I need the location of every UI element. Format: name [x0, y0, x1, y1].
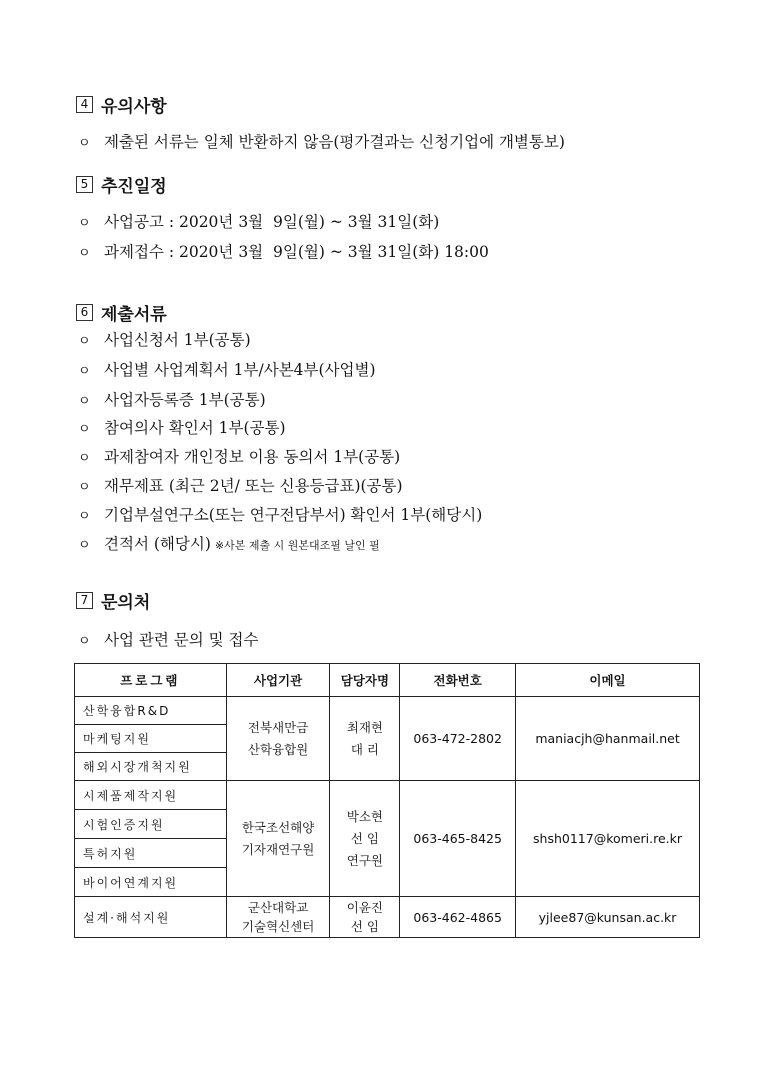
program-cell: 시험인증지원: [75, 810, 227, 839]
section-title: 문의처: [101, 593, 151, 613]
document-item: ㅇ 참여의사 확인서 1부(공통): [78, 419, 286, 437]
schedule-item: ㅇ 과제접수 : 2020년 3월 9일(월) ~ 3월 31일(화) 18:00: [78, 243, 489, 261]
header-email: 이메일: [516, 664, 700, 697]
section-title: 유의사항: [101, 97, 167, 117]
document-item: ㅇ 사업자등록증 1부(공통): [78, 391, 266, 409]
email-cell: yjlee87@kunsan.ac.kr: [516, 897, 700, 938]
bullet-icon: ㅇ: [78, 246, 91, 261]
documents-note: ※사본 제출 시 원본대조필 날인 필: [214, 539, 380, 552]
program-cell: 특허지원: [75, 839, 227, 868]
document-item: ㅇ 견적서 (해당시) ※사본 제출 시 원본대조필 날인 필: [78, 535, 380, 553]
bullet-icon: ㅇ: [78, 364, 91, 379]
email-cell: maniacjh@hanmail.net: [516, 697, 700, 781]
section-title: 제출서류: [101, 305, 167, 325]
section-number-box: 7: [76, 592, 93, 609]
header-org: 사업기관: [226, 664, 330, 697]
section-title: 추진일정: [101, 177, 167, 197]
table-header-row: [75, 664, 700, 697]
bullet-icon: ㅇ: [78, 509, 91, 524]
contact-table: [74, 663, 700, 938]
program-cell: 마케팅지원: [75, 725, 227, 753]
person-cell: 박소현 선 임 연구원: [330, 781, 400, 897]
program-cell: 설계·해석지원: [75, 897, 227, 938]
bullet-icon: ㅇ: [78, 136, 91, 151]
section-heading-6: [76, 300, 167, 325]
program-cell: 산학융합R&D: [75, 697, 227, 725]
phone-cell: 063-462-4865: [400, 897, 516, 938]
program-cell: 바이어연계지원: [75, 868, 227, 897]
program-cell: 시제품제작지원: [75, 781, 227, 810]
bullet-icon: ㅇ: [78, 216, 91, 231]
section-heading-4: [76, 92, 167, 117]
table-row: [75, 897, 700, 938]
header-phone: 전화번호: [400, 664, 516, 697]
document-item: ㅇ 사업신청서 1부(공통): [78, 331, 251, 349]
org-cell: 한국조선해양 기자재연구원: [226, 781, 330, 897]
bullet-icon: ㅇ: [78, 334, 91, 349]
header-person: 담당자명: [330, 664, 400, 697]
bullet-icon: ㅇ: [78, 538, 91, 553]
table-row: [75, 781, 700, 810]
phone-cell: 063-472-2802: [400, 697, 516, 781]
phone-cell: 063-465-8425: [400, 781, 516, 897]
bullet-icon: ㅇ: [78, 480, 91, 495]
header-program: 프로그램: [75, 664, 227, 697]
bullet-icon: ㅇ: [78, 394, 91, 409]
section-number-box: 4: [76, 96, 93, 113]
section-number-box: 6: [76, 304, 93, 321]
program-cell: 해외시장개척지원: [75, 753, 227, 781]
schedule-item: ㅇ 사업공고 : 2020년 3월 9일(월) ~ 3월 31일(화): [78, 213, 440, 231]
table-row: [75, 697, 700, 725]
contact-intro: ㅇ 사업 관련 문의 및 접수: [78, 631, 259, 649]
document-item: ㅇ 사업별 사업계획서 1부/사본4부(사업별): [78, 361, 376, 379]
section-heading-5: [76, 172, 167, 197]
document-item: ㅇ 과제참여자 개인정보 이용 동의서 1부(공통): [78, 448, 401, 466]
org-cell: 군산대학교 기술혁신센터: [226, 897, 330, 938]
org-cell: 전북새만금 산학융합원: [226, 697, 330, 781]
bullet-icon: ㅇ: [78, 422, 91, 437]
document-item: ㅇ 재무제표 (최근 2년/ 또는 신용등급표)(공통): [78, 477, 403, 495]
document-item: ㅇ 기업부설연구소(또는 연구전담부서) 확인서 1부(해당시): [78, 506, 483, 524]
email-cell: shsh0117@komeri.re.kr: [516, 781, 700, 897]
person-cell: 최재현 대 리: [330, 697, 400, 781]
person-cell: 이윤진 선 임: [330, 897, 400, 938]
bullet-icon: ㅇ: [78, 634, 91, 649]
notice-item: ㅇ 제출된 서류는 일체 반환하지 않음(평가결과는 신청기업에 개별통보): [78, 133, 565, 151]
section-number-box: 5: [76, 176, 93, 193]
bullet-icon: ㅇ: [78, 451, 91, 466]
section-heading-7: [76, 588, 150, 613]
